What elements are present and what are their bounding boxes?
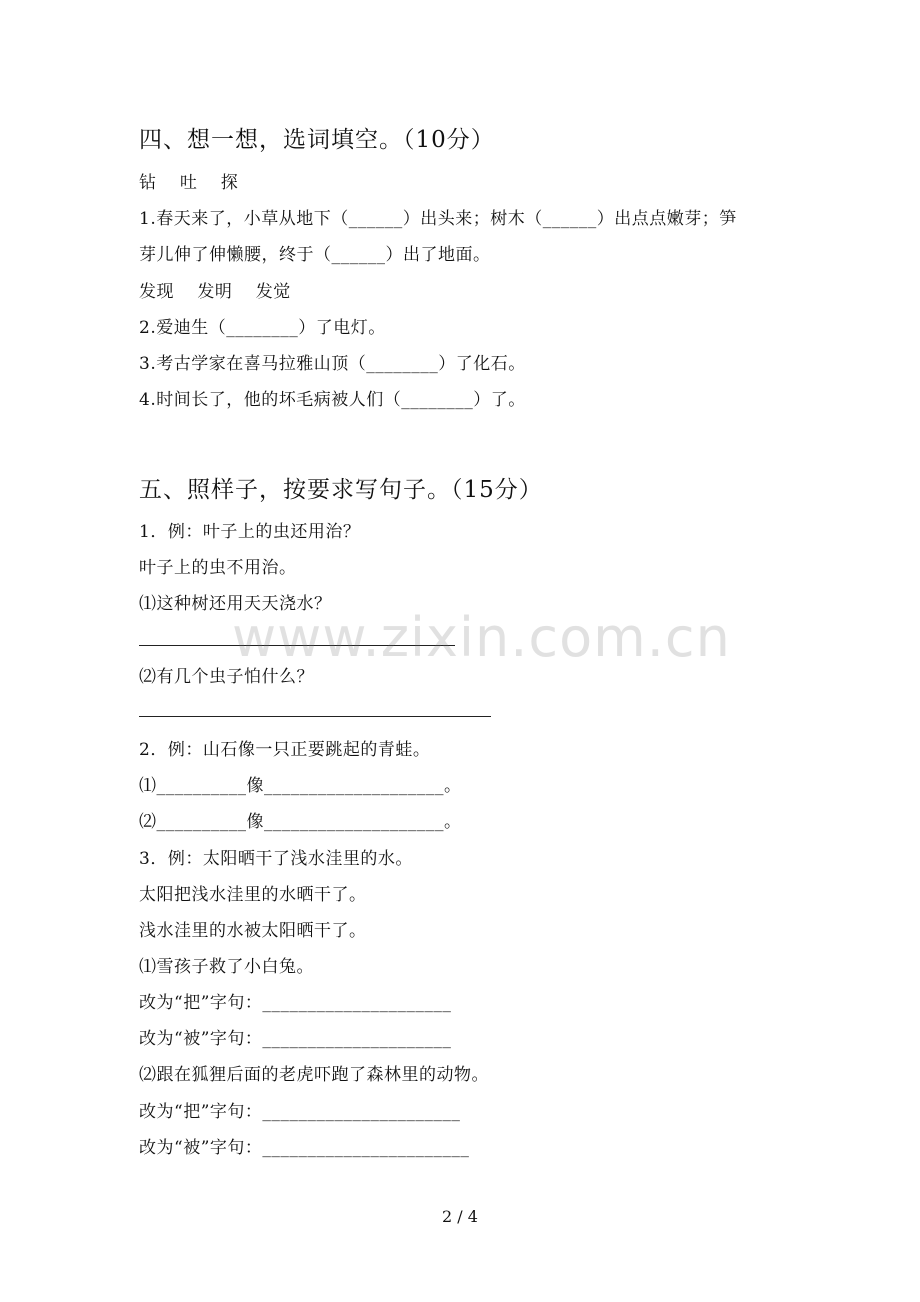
page-number: 2 / 4 — [442, 1207, 478, 1226]
question-2: 2.爱迪生（________）了电灯。 — [139, 318, 386, 338]
example-3-answer-ba: 太阳把浅水洼里的水晒干了。 — [139, 885, 367, 905]
question-1-ba-sentence: 改为“把”字句：_____________________ — [139, 993, 452, 1013]
question-2-ba-sentence: 改为“把”字句：______________________ — [139, 1102, 461, 1122]
example-1-question-1: ⑴这种树还用天天浇水？ — [139, 594, 332, 614]
example-3: 3．例：太阳晒干了浅水洼里的水。 — [139, 849, 413, 869]
word-choices-1: 钻 吐 探 — [139, 173, 239, 193]
watermark: www.zixin.com.cn — [232, 606, 731, 669]
example-2-question-1: ⑴__________像____________________。 — [139, 776, 462, 796]
example-3-question-1: ⑴雪孩子救了小白兔。 — [139, 957, 314, 977]
word-choices-2: 发现 发明 发觉 — [139, 282, 291, 302]
section-5-title: 五、照样子，按要求写句子。（15分） — [139, 477, 543, 503]
question-2-bei-sentence: 改为“被”字句：_______________________ — [139, 1138, 470, 1158]
question-4: 4.时间长了，他的坏毛病被人们（________）了。 — [139, 390, 526, 410]
section-4-title: 四、想一想，选词填空。（10分） — [139, 127, 495, 153]
question-1-line-2: 芽儿伸了伸懒腰，终于（______）出了地面。 — [139, 245, 491, 265]
question-1-line-1: 1.春天来了，小草从地下（______）出头来；树木（______）出点点嫩芽；笋 — [139, 209, 737, 229]
example-3-answer-bei: 浅水洼里的水被太阳晒干了。 — [139, 921, 367, 941]
example-1-answer: 叶子上的虫不用治。 — [139, 558, 297, 578]
example-2: 2．例：山石像一只正要跳起的青蛙。 — [139, 740, 431, 760]
question-1-bei-sentence: 改为“被”字句：_____________________ — [139, 1029, 452, 1049]
example-1-question-2: ⑵有几个虫子怕什么？ — [139, 667, 314, 687]
example-2-question-2: ⑵__________像____________________。 — [139, 812, 462, 832]
answer-line — [139, 716, 491, 717]
example-3-question-2: ⑵跟在狐狸后面的老虎吓跑了森林里的动物。 — [139, 1065, 489, 1085]
question-3: 3.考古学家在喜马拉雅山顶（________）了化石。 — [139, 354, 526, 374]
example-1: 1．例：叶子上的虫还用治？ — [139, 522, 361, 542]
